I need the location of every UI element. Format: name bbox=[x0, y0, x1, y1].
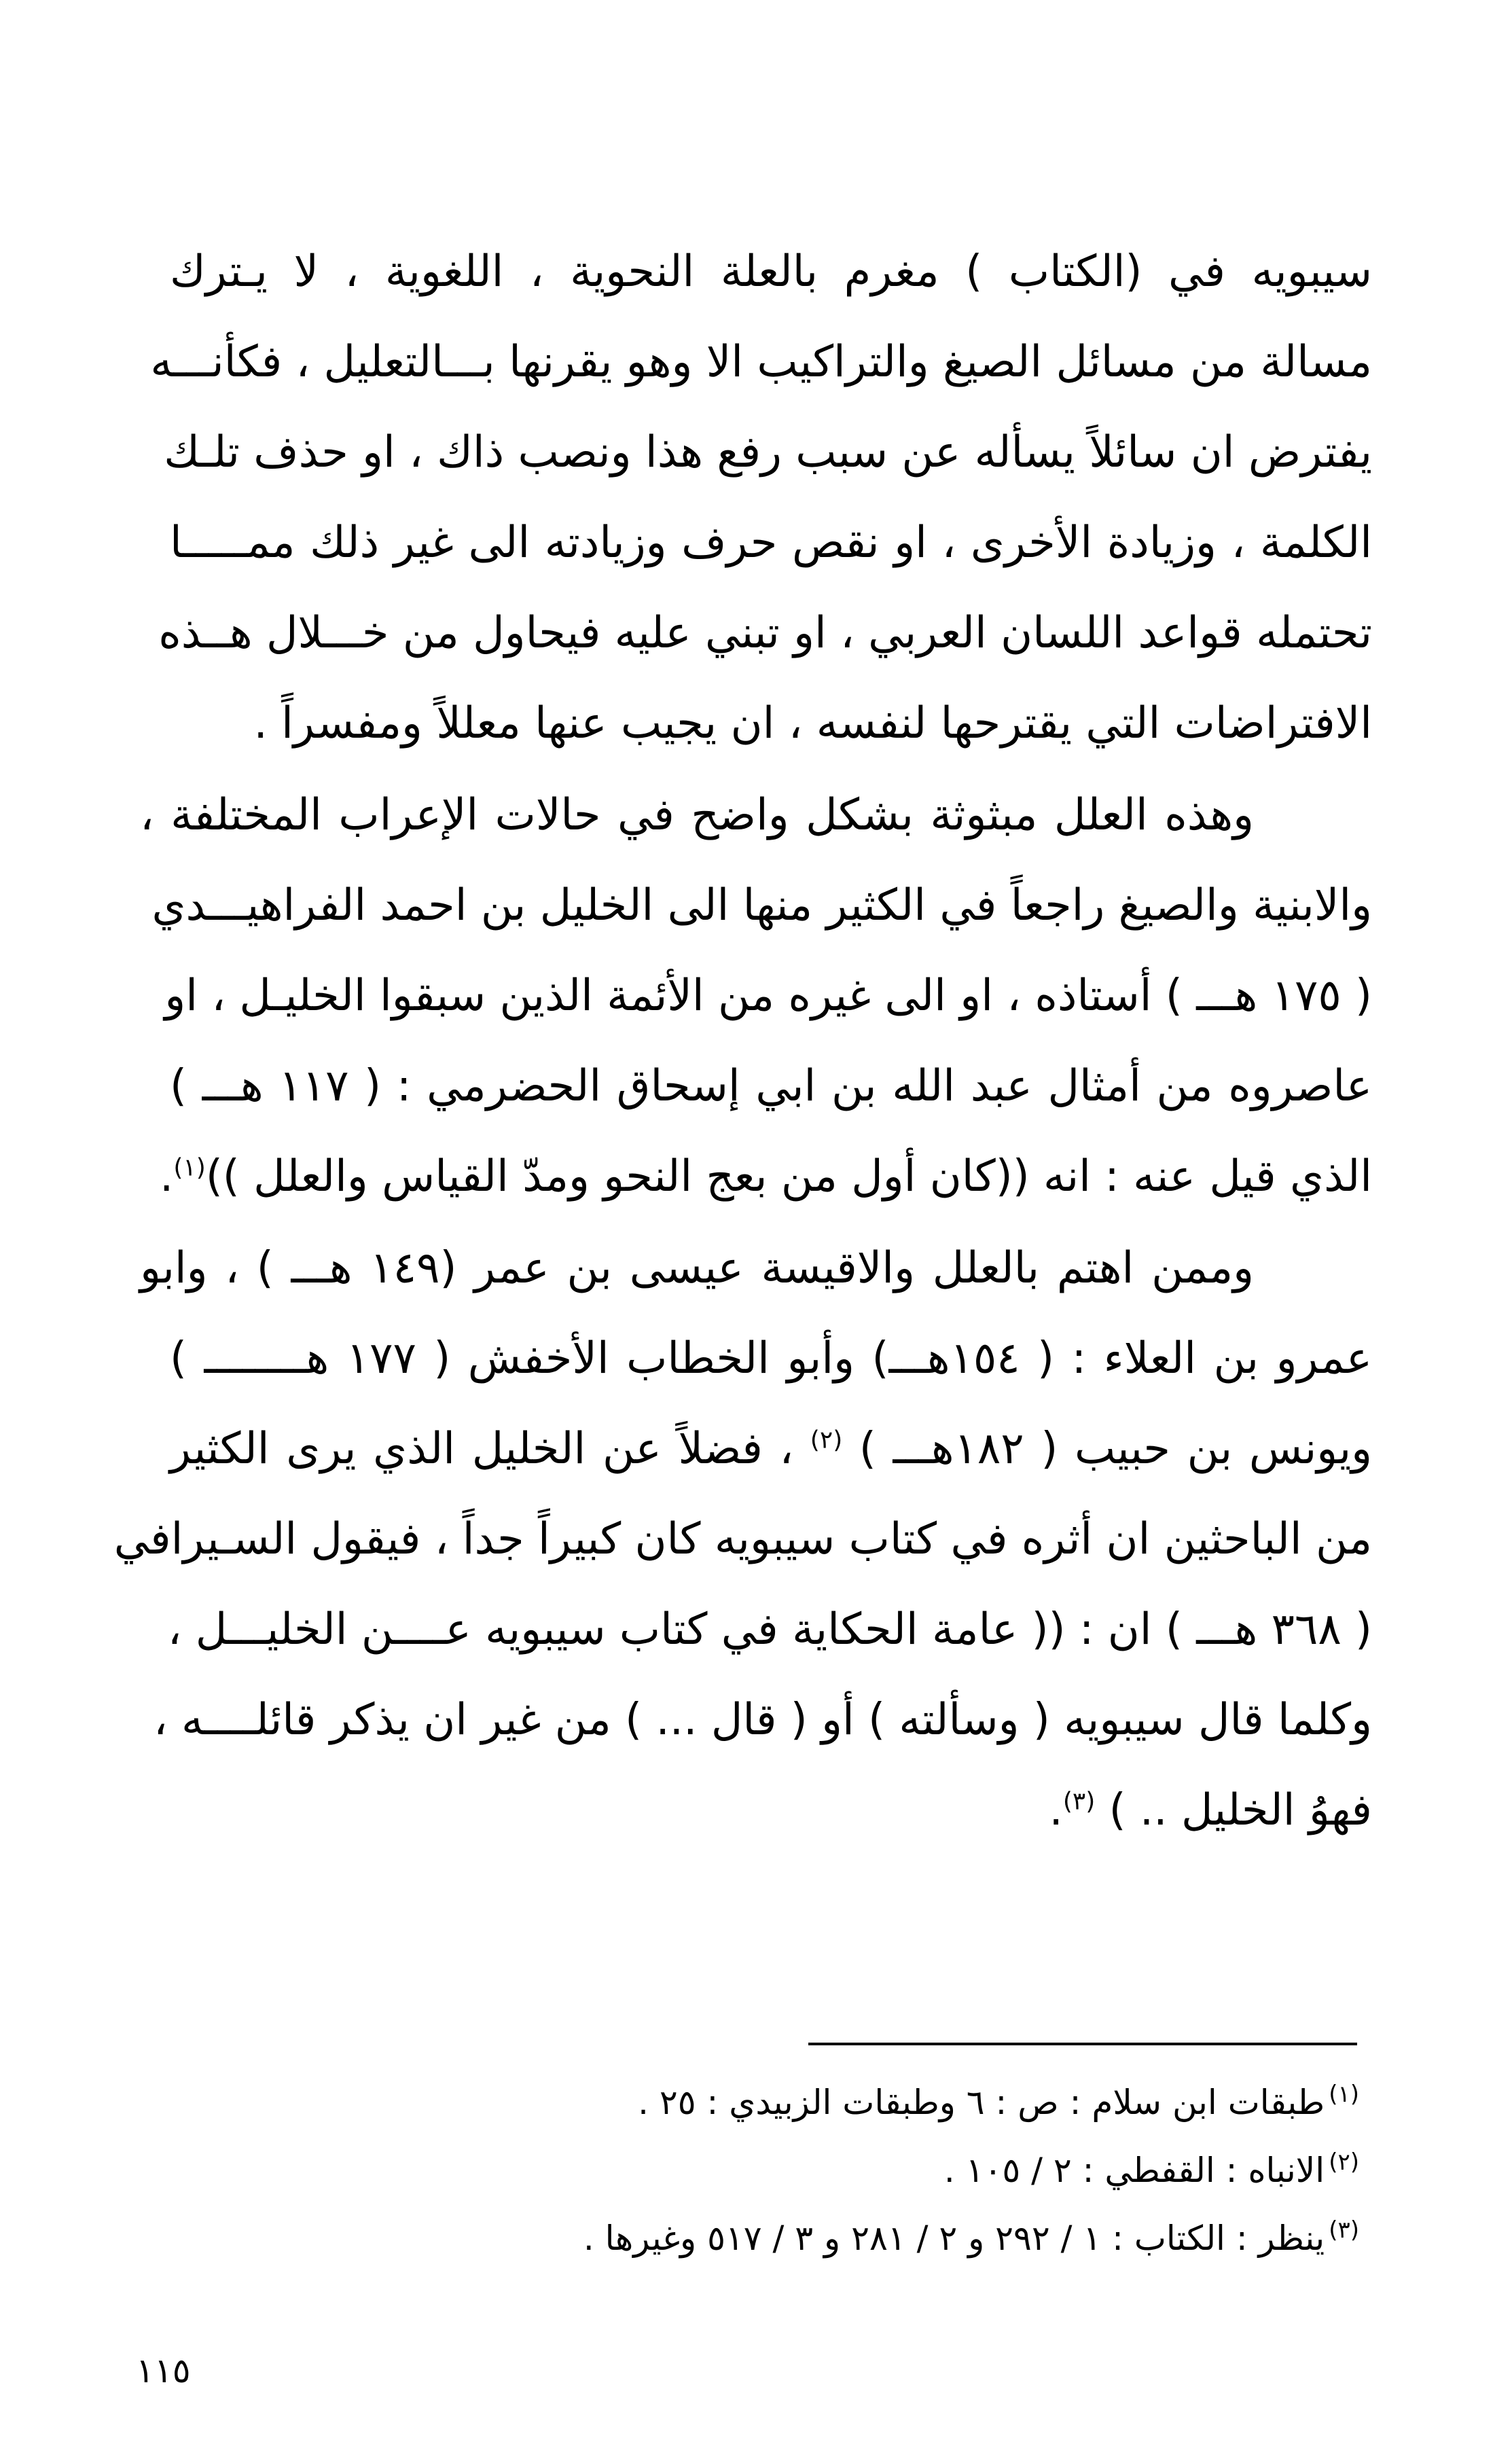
body-line-16: ( ٣٦٨ هـــ ) ان : (( عامة الحكاية في كتاب سيبويه عــــن الخليـــل ، bbox=[167, 1604, 1372, 1655]
body-line-15: من الباحثين ان أثره في كتاب سيبويه كان كبيراً جداً ، فيقول السـيرافي bbox=[113, 1514, 1372, 1564]
footnote-3 bbox=[204, 2214, 1359, 2262]
footnote-2-mark: (٢) bbox=[1329, 2149, 1359, 2176]
body-line-14-text: ويونس بن حبيب ( ١٨٢هـــ ) bbox=[859, 1424, 1373, 1474]
body-line-6: الافتراضات التي يقترحها لنفسه ، ان يجيب عنها معللاً ومفسراً . bbox=[253, 698, 1372, 749]
footnote-ref-3: (٣) bbox=[1062, 1787, 1096, 1816]
page-number: ١١٥ bbox=[136, 2351, 191, 2390]
body-line-4: الكلمة ، وزيادة الأخرى ، او نقص حرف وزيادته الى غير ذلك ممـــــا bbox=[170, 518, 1372, 568]
body-line-17: وكلما قال سيبويه ( وسألته ) أو ( قال ... ) من غير ان يذكر قائلــــه ، bbox=[153, 1695, 1372, 1745]
body-line-12: وممن اهتم بالعلل والاقيسة عيسى بن عمر (١٤٩ هـــ ) ، وابو bbox=[140, 1243, 1255, 1293]
body-line-9: ( ١٧٥ هـــ ) أستاذه ، او الى غيره من الأئمة الذين سبقوا الخليـل ، او bbox=[164, 971, 1372, 1021]
body-line-8: والابنية والصيغ راجعاً في الكثير منها الى الخليل بن احمد الفراهيـــدي bbox=[151, 880, 1372, 931]
body-line-18 bbox=[170, 1780, 1372, 1841]
body-line-18-text: فهوُ الخليل .. ) bbox=[1109, 1785, 1372, 1835]
footnote-2-text: الانباه : القفطي : ٢ / ١٠٥ . bbox=[943, 2151, 1325, 2190]
body-line-11-text: الذي قيل عنه : انه ((كان أول من بعج النحو ومدّ القياس والعلل )) bbox=[205, 1151, 1372, 1202]
body-line-11 bbox=[160, 1146, 1372, 1207]
footnote-1 bbox=[204, 2079, 1359, 2126]
footnote-3-text: ينظر : الكتاب : ١ / ٢٩٢ و ٢ / ٢٨١ و ٣ / ٥١٧ وغيرها . bbox=[583, 2219, 1325, 2258]
body-line-3: يفترض ان سائلاً يسأله عن سبب رفع هذا ونصب ذاك ، او حذف تلـك bbox=[164, 427, 1372, 478]
body-line-11-period: . bbox=[160, 1151, 174, 1202]
body-line-7: وهذه العلل مبثوثة بشكل واضح في حالات الإعراب المختلفة ، bbox=[140, 790, 1254, 840]
footnote-1-mark: (١) bbox=[1329, 2081, 1359, 2109]
body-line-14 bbox=[170, 1418, 1372, 1479]
footnote-ref-1: (١) bbox=[173, 1153, 206, 1182]
body-line-10: عاصروه من أمثال عبد الله بن ابي إسحاق الحضرمي : ( ١١٧ هـــ ) bbox=[170, 1061, 1373, 1111]
body-line-13: عمرو بن العلاء : ( ١٥٤هـــ) وأبو الخطاب الأخفش ( ١٧٧ هــــــــ ) bbox=[170, 1333, 1373, 1384]
body-line-18-period: . bbox=[1049, 1785, 1063, 1835]
footnote-2 bbox=[204, 2147, 1359, 2194]
body-line-1: سيبويه في (الكتاب ) مغرم بالعلة النحوية ، اللغوية ، لا يـترك bbox=[170, 247, 1372, 297]
footnote-3-mark: (٣) bbox=[1329, 2217, 1359, 2244]
footnote-separator bbox=[808, 2043, 1357, 2045]
body-line-14-rest: ، فضلاً عن الخليل الذي يرى الكثير bbox=[170, 1424, 794, 1474]
footnote-1-text: طبقات ابن سلام : ص : ٦ وطبقات الزبيدي : ٢٥ . bbox=[638, 2083, 1325, 2122]
body-line-5: تحتمله قواعد اللسان العربي ، او تبني عليه فيحاول من خـــلال هــذه bbox=[158, 608, 1372, 658]
footnote-ref-2: (٢) bbox=[810, 1426, 843, 1454]
body-line-2: مسالة من مسائل الصيغ والتراكيب الا وهو يقرنها بـــالتعليل ، فكأنـــه bbox=[150, 337, 1372, 387]
